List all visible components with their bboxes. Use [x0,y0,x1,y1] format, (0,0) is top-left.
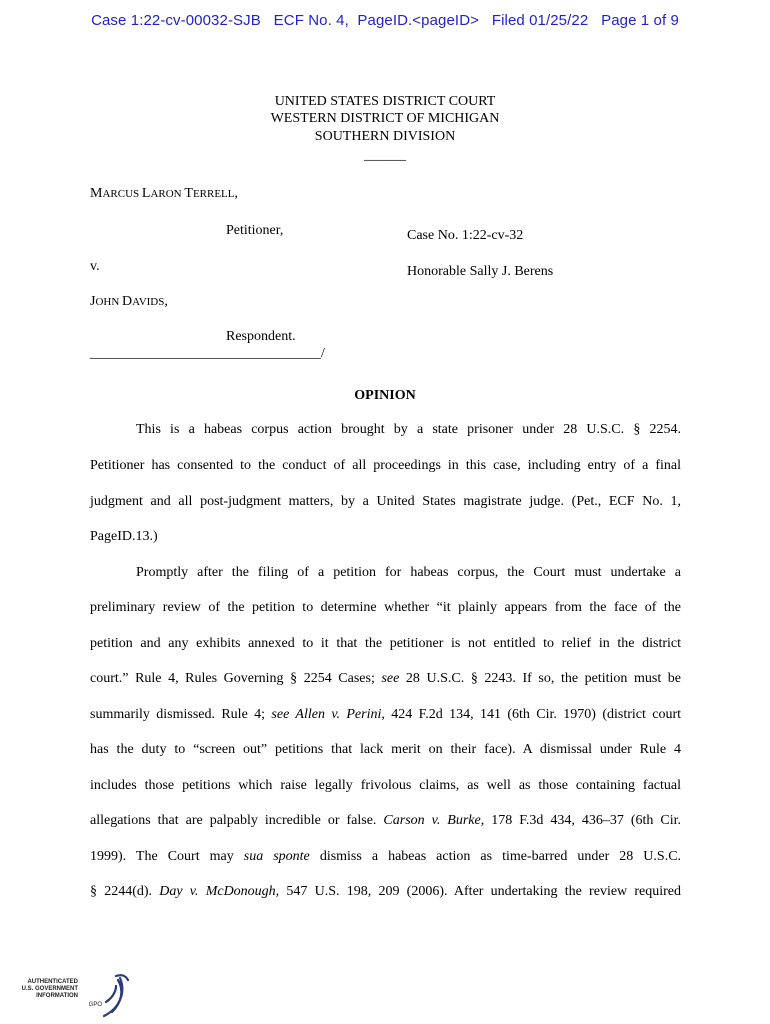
gpo-logo-line: INFORMATION [36,993,78,999]
court-name: UNITED STATES DISTRICT COURT [274,94,496,109]
text-run: , 178 F.3d 434, 436–37 (6th Cir. [480,813,681,828]
text-run: § 2244(d). [90,884,153,899]
judge-name: Honorable Sally J. Berens [407,264,554,279]
paragraph-2-line [90,849,681,865]
respondent-role: Respondent. [226,329,296,344]
paragraph-2-line [90,884,681,900]
paragraph-2-line: Promptly after the filing of a petition for habeas corpus, the Court must undertake a [136,565,681,580]
paragraph-1-line: This is a habeas corpus action brought by a state prisoner under 28 U.S.C. § 2254. [136,422,681,437]
petitioner-name-part: T [184,186,193,201]
gpo-logo-line: AUTHENTICATED [27,979,78,985]
text-run: dismiss a habeas action as time-barred under 28 U.S.C. [319,849,682,864]
paragraph-1-line: judgment and all post-judgment matters, by a United States magistrate judge. (Pet., ECF No. 1, [90,494,681,509]
case-number: Case No. 1:22-cv-32 [407,228,524,243]
petitioner-name-part: ERRELL [192,188,235,200]
versus: v. [90,259,100,274]
court-division: SOUTHERN DIVISION [314,129,456,144]
paragraph-1-line: PageID.13.) [90,529,158,544]
paragraph-2-line [90,813,681,829]
case-citation: Carson v. Burke [383,813,481,828]
header-case-number: Case 1:22-cv-00032-SJB [91,12,261,29]
paragraph-2-line [90,707,681,723]
paragraph-2-line: includes those petitions which raise legally frivolous claims, as well as those containing factual [90,778,681,793]
case-citation: Day v. McDonough, [159,884,280,899]
respondent-name-part: AVIDS [132,296,165,308]
text-run: 1999). The Court may [90,849,234,864]
respondent-name-part: J [90,294,96,309]
eagle-icon [104,975,128,1016]
petitioner-name-part: ARON [150,188,185,200]
paragraph-2-line: has the duty to “screen out” petitions that lack merit on their face). A dismissal under Rule 4 [90,742,681,757]
header-ecf-number: ECF No. 4, [273,12,349,29]
header-pageid: PageID.<pageID> [357,12,479,29]
gpo-logo-line: U.S. GOVERNMENT [21,986,78,992]
paragraph-1-line: Petitioner has consented to the conduct of all proceedings in this case, including entry of a final [90,458,681,473]
paragraph-2-line [90,671,681,687]
petitioner-name-part: L [141,186,151,201]
petitioner-name-part: ARCUS [102,188,142,200]
text-run: 28 U.S.C. § 2243. If so, the petition must be [405,671,682,686]
petitioner-name [90,186,238,202]
case-citation: see Allen v. Perini [271,707,382,722]
opinion-title: OPINION [354,388,416,403]
paragraph-2-line: petition and any exhibits annexed to it that the petitioner is not entitled to relief in the district [90,636,681,651]
petitioner-name-part: , [234,186,238,201]
gpo-authentication-logo [21,972,132,1020]
text-run: 547 U.S. 198, 209 (2006). After undertaking the review required [286,884,682,899]
caption-underline: _________________________________/ [90,346,325,361]
court-divider: ______ [364,148,406,163]
citation-signal: see [381,671,400,686]
respondent-name-part: , [164,294,168,309]
text-run: court.” Rule 4, Rules Governing § 2254 Cases; [90,671,375,686]
text-run: allegations that are palpably incredible or false. [90,813,377,828]
petitioner-name-part: M [90,186,103,201]
respondent-name-part: OHN [95,296,123,308]
ecf-header [0,12,770,29]
gpo-logo-line: GPO [88,1002,102,1008]
respondent-name [90,294,168,310]
header-filed-date: Filed 01/25/22 [491,12,589,29]
court-district: WESTERN DISTRICT OF MICHIGAN [270,111,500,126]
respondent-name-part: D [122,294,133,309]
petitioner-role: Petitioner, [226,223,284,238]
paragraph-2-line: preliminary review of the petition to determine whether “it plainly appears from the face of the [90,600,681,615]
header-page-count: Page 1 of 9 [601,12,679,29]
latin-term: sua sponte [243,849,310,864]
text-run: , 424 F.2d 134, 141 (6th Cir. 1970) (district court [381,707,681,722]
text-run: summarily dismissed. Rule 4; [90,707,266,722]
